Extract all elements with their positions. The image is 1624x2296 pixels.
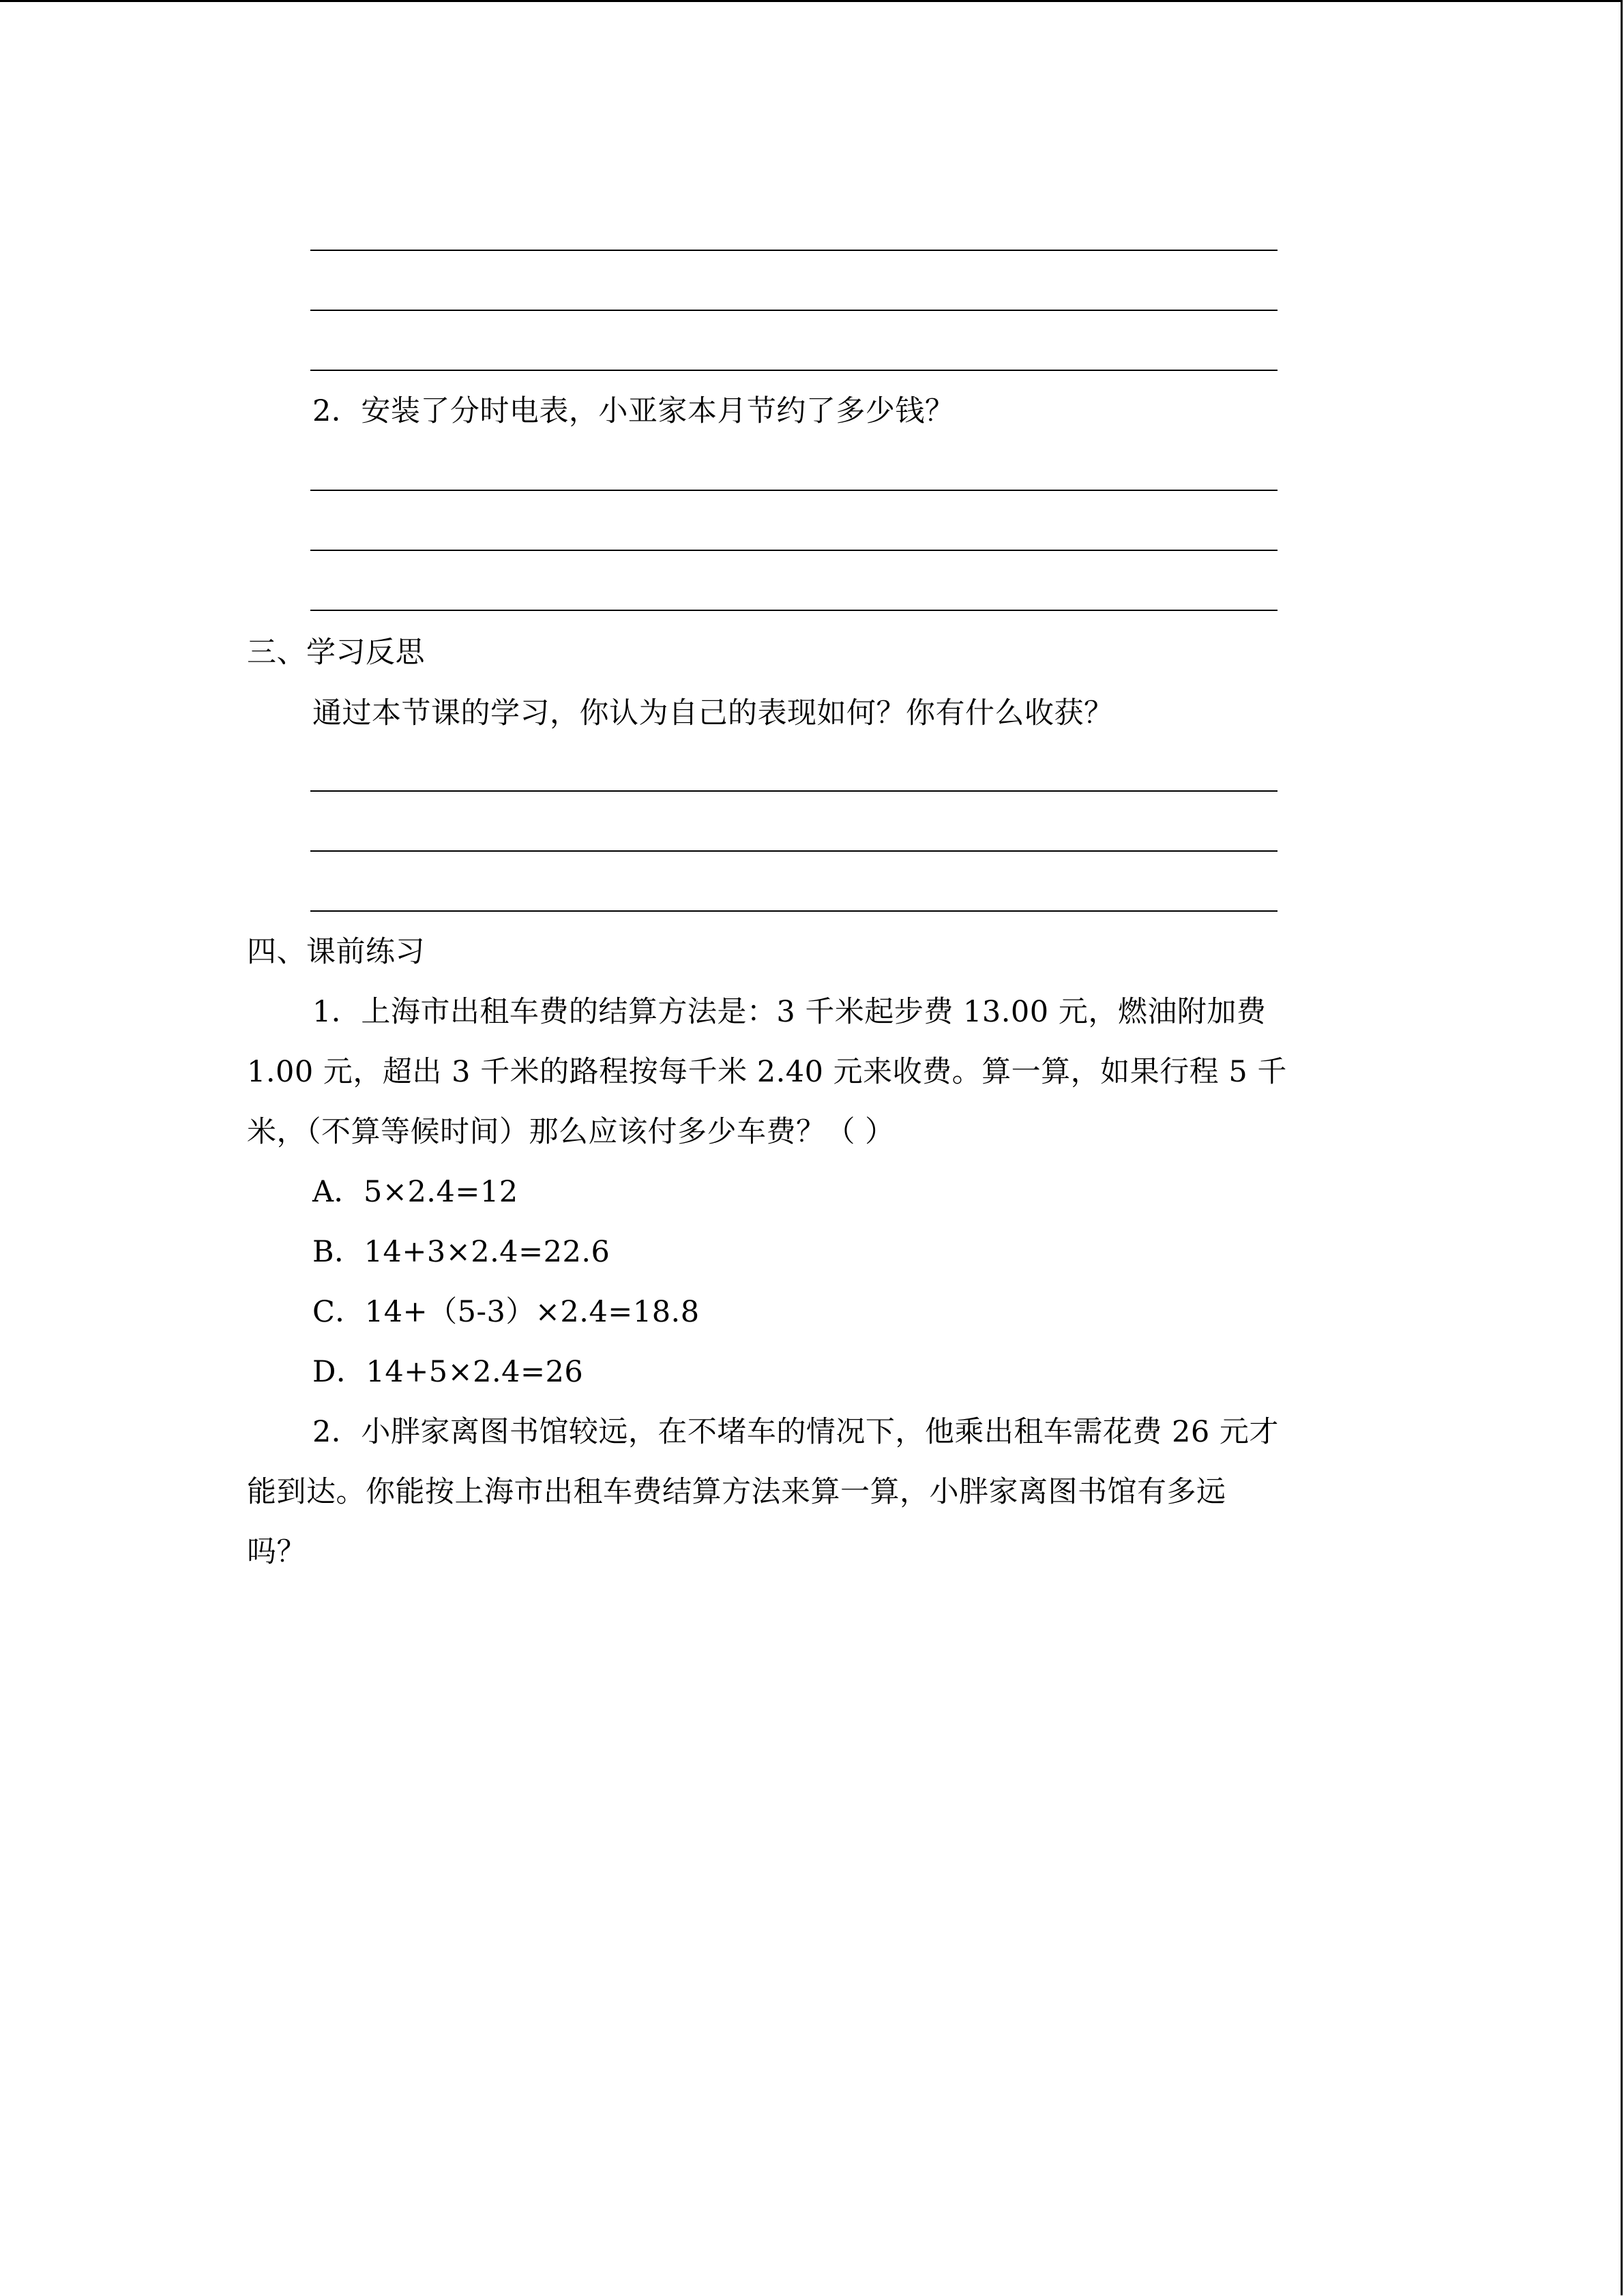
answer-line[interactable] bbox=[310, 910, 1278, 912]
option-b: B．14+3×2.4=22.6 bbox=[312, 1235, 610, 1269]
answer-line[interactable] bbox=[310, 610, 1278, 611]
section-3-prompt: 通过本节课的学习，你认为自己的表现如何？你有什么收获？ bbox=[312, 696, 1114, 730]
section-4-heading: 四、课前练习 bbox=[247, 935, 425, 969]
answer-line[interactable] bbox=[310, 310, 1278, 311]
exercise-1-line: 1．上海市出租车费的结算方法是：3 千米起步费 13.00 元，燃油附加费 bbox=[312, 995, 1267, 1029]
exercise-1-line: 1.00 元，超出 3 千米的路程按每千米 2.40 元来收费。算一算，如果行程 5 千 bbox=[247, 1055, 1287, 1089]
answer-line[interactable] bbox=[310, 490, 1278, 491]
exercise-2-line: 2．小胖家离图书馆较远，在不堵车的情况下，他乘出租车需花费 26 元才 bbox=[312, 1415, 1279, 1449]
answer-line[interactable] bbox=[310, 790, 1278, 792]
question-2-text: 2．安装了分时电表，小亚家本月节约了多少钱？ bbox=[312, 394, 955, 428]
section-3-heading: 三、学习反思 bbox=[247, 636, 425, 670]
exercise-1-line: 米，（不算等候时间）那么应该付多少车费？（ ） bbox=[247, 1115, 895, 1149]
answer-line[interactable] bbox=[310, 370, 1278, 371]
option-d: D．14+5×2.4=26 bbox=[312, 1355, 584, 1389]
answer-line[interactable] bbox=[310, 550, 1278, 551]
exercise-2-line: 吗？ bbox=[247, 1535, 306, 1569]
answer-line[interactable] bbox=[310, 850, 1278, 852]
exercise-2-line: 能到达。你能按上海市出租车费结算方法来算一算，小胖家离图书馆有多远 bbox=[247, 1475, 1226, 1509]
option-a: A．5×2.4=12 bbox=[312, 1175, 518, 1209]
option-c: C．14+（5-3）×2.4=18.8 bbox=[312, 1295, 700, 1329]
answer-line[interactable] bbox=[310, 250, 1278, 251]
